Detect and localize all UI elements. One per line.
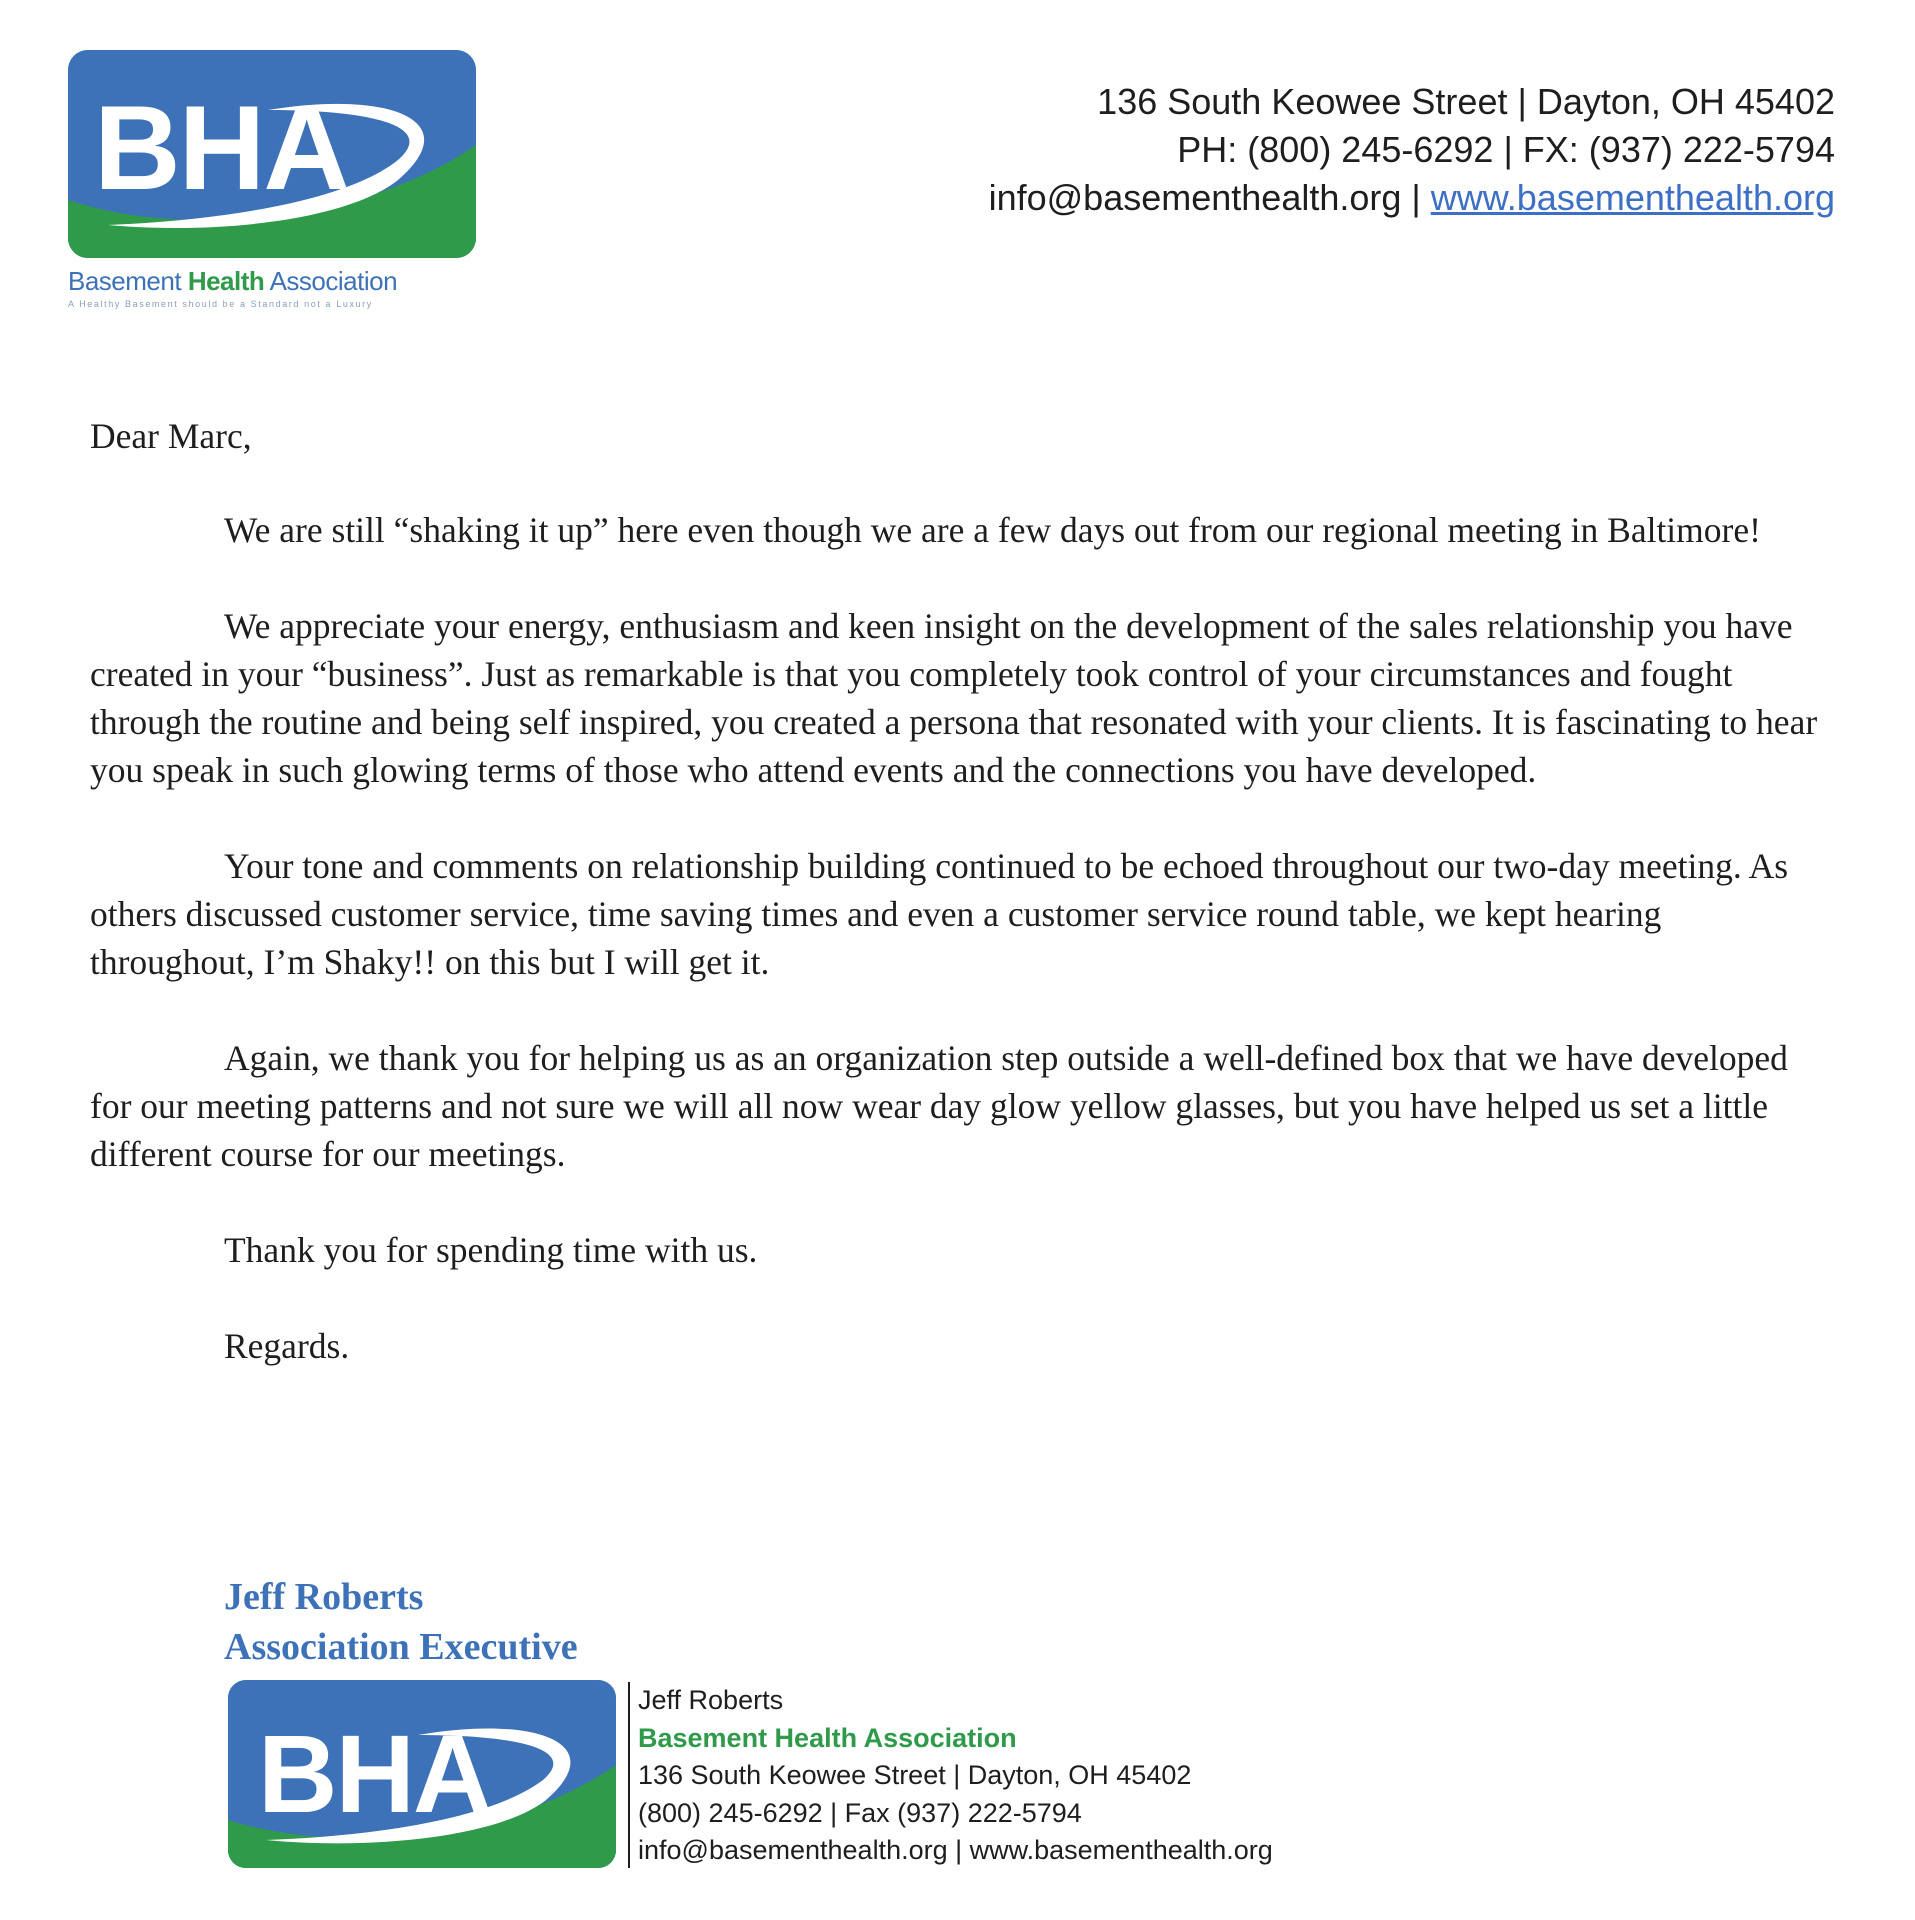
body-paragraph-2: We appreciate your energy, enthusiasm and keen insight on the development of the sales relationship you have created in your “business”. Just as remarkable is that you completely took control of your circumstances and fought through the routine and being self inspired, you created a persona that resonated with your clients. It is fascinating to hear you speak in such glowing terms of those who attend events and the connections you have developed.	[90, 606, 1818, 790]
body-paragraph-1: We are still “shaking it up” here even though we are a few days out from our regional meeting in Baltimore!	[224, 510, 1761, 550]
salutation: Dear Marc,	[90, 416, 252, 456]
logo-letters: BHA	[94, 81, 348, 215]
card-phones: (800) 245-6292 | Fax (937) 222-5794	[638, 1797, 1082, 1828]
header-logo	[68, 50, 483, 309]
contact-website-link[interactable]: www.basementhealth.org	[1430, 177, 1835, 218]
bha-logo-mark	[68, 50, 476, 258]
body-paragraph-3: Your tone and comments on relationship building continued to be echoed throughout our two-day meeting. As others discussed customer service, time saving times and even a customer service round table, we kept hearing throughout, I’m Shaky!! on this but I will get it.	[90, 846, 1789, 982]
logo-tagline: A Healthy Basement should be a Standard not a Luxury	[68, 299, 373, 309]
body-paragraph-4: Again, we thank you for helping us as an organization step outside a well-defined box that we have developed for our meeting patterns and not sure we will all now wear day glow yellow glasses, but you have helped us set a little different course for our meetings.	[90, 1038, 1788, 1174]
signature-divider	[628, 1682, 630, 1868]
header-contact	[989, 78, 1835, 222]
signature-logo-letters: BHA	[258, 1713, 491, 1836]
contact-phones: PH: (800) 245-6292 | FX: (937) 222-5794	[1177, 129, 1835, 170]
contact-email[interactable]: info@basementhealth.org	[988, 177, 1402, 218]
signature-logo	[228, 1680, 616, 1868]
logo-name-part2: Health	[187, 266, 265, 296]
signature-title: Association Executive	[224, 1626, 578, 1668]
card-name: Jeff Roberts	[638, 1685, 784, 1715]
signature-name: Jeff Roberts	[224, 1576, 424, 1618]
contact-web-line	[989, 174, 1835, 222]
thanks-line: Thank you for spending time with us.	[224, 1230, 758, 1270]
letter-body	[90, 412, 1830, 1418]
logo-association-name	[68, 266, 483, 297]
logo-name-part3: Association	[269, 266, 398, 296]
card-web: info@basementhealth.org | www.basementhealth.org	[638, 1835, 1273, 1865]
logo-name-part1: Basement	[68, 266, 182, 296]
contact-address: 136 South Keowee Street | Dayton, OH 45402	[1097, 81, 1835, 122]
closing-line: Regards.	[224, 1326, 350, 1366]
contact-separator: |	[1401, 177, 1431, 218]
card-address: 136 South Keowee Street | Dayton, OH 45402	[638, 1760, 1192, 1790]
signature-card	[638, 1682, 1273, 1870]
card-organization: Basement Health Association	[638, 1722, 1017, 1753]
